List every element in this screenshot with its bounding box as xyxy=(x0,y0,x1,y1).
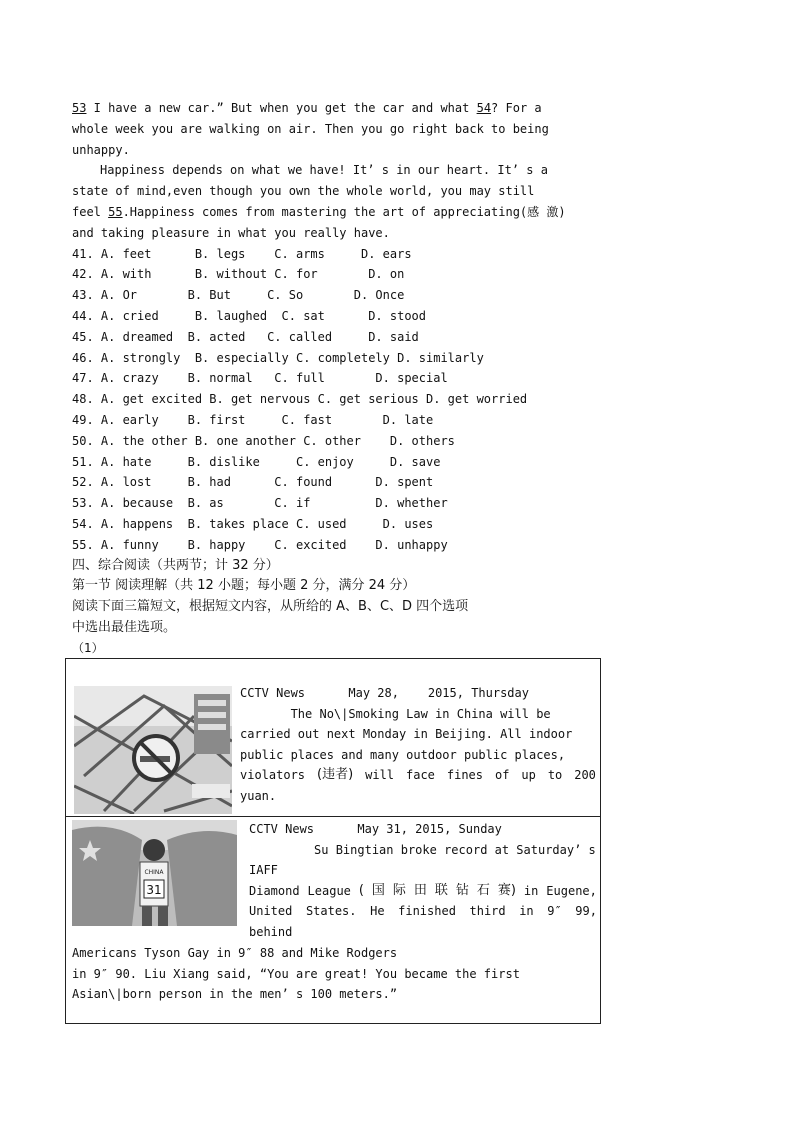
passage-line-5: state of mind,even though you own the whole world, you may still xyxy=(72,184,535,199)
option-row: 45. A. dreamed B. acted C. called D. said xyxy=(72,329,419,344)
news-body-line: IAFF xyxy=(249,863,278,877)
news-item-no-smoking xyxy=(240,683,596,806)
news-body-line: public places and many outdoor public places, xyxy=(240,747,566,762)
sprinter-with-flag-photo xyxy=(72,820,237,926)
svg-text:CHINA: CHINA xyxy=(144,869,164,876)
option-row: 47. A. crazy B. normal C. full D. special xyxy=(72,371,448,386)
blank-55: 55 xyxy=(108,204,123,219)
news-body-line: yuan. xyxy=(240,788,277,803)
option-row: 49. A. early B. first C. fast D. late xyxy=(72,412,434,427)
section-instruction-1: 阅读下面三篇短文，根据短文内容，从所给的 A、B、C、D 四个选项 xyxy=(72,599,469,615)
option-row: 54. A. happens B. takes place C. used D. uses xyxy=(72,516,434,531)
news-body-line: Asian\|born person in the men’ s 100 meters.” xyxy=(72,987,398,1001)
section-subtitle: 第一节 阅读理解（共 12 小题；每小题 2 分，满分 24 分） xyxy=(72,578,416,594)
passage-line-2: whole week you are walking on air. Then you go right back to being xyxy=(72,121,549,136)
options-list xyxy=(72,244,612,556)
news-body-line: behind xyxy=(249,924,293,939)
option-row: 46. A. strongly B. especially C. completely D. similarly xyxy=(72,350,484,365)
news-header: CCTV News May 31, 2015, Sunday xyxy=(249,822,502,836)
news-body-line: Americans Tyson Gay in 9″ 88 and Mike Rodgers xyxy=(72,946,398,960)
news-body-line: carried out next Monday in Beijing. All indoor xyxy=(240,727,573,741)
option-row: 41. A. feet B. legs C. arms D. ears xyxy=(72,246,412,261)
passage-number: （1） xyxy=(72,641,104,655)
passage-line-4: Happiness depends on what we have! It’ s in our heart. It’ s a xyxy=(100,163,548,178)
option-row: 53. A. because B. as C. if D. whether xyxy=(72,496,448,511)
news-body-line: The No\|Smoking Law in China will be xyxy=(240,706,551,721)
blank-54: 54 xyxy=(476,101,492,115)
news-item-su-bingtian-continued xyxy=(72,943,592,1005)
news-body-line: Diamond League ( 国 际 田 联 钻 石 赛) in Eugene, xyxy=(249,882,597,898)
option-row: 51. A. hate B. dislike C. enjoy D. save xyxy=(72,454,441,469)
option-row: 50. A. the other B. one another C. other D. others xyxy=(72,433,455,448)
section-title: 四、综合阅读（共两节；计 32 分） xyxy=(72,557,279,573)
option-row: 48. A. get excited B. get nervous C. get serious D. get worried xyxy=(72,392,528,407)
passage-line-1: 53 I have a new car.” But when you get the car and what 54? For a xyxy=(72,101,542,115)
news-divider xyxy=(66,816,600,817)
svg-text:31: 31 xyxy=(146,883,162,897)
option-row: 44. A. cried B. laughed C. sat D. stood xyxy=(72,308,427,323)
blank-53: 53 xyxy=(72,101,87,115)
passage-line-3: unhappy. xyxy=(72,142,130,157)
news-header: CCTV News May 28, 2015, Thursday xyxy=(240,686,529,700)
birds-nest-no-smoking-photo xyxy=(74,686,232,814)
passage-line-6: feel 55.Happiness comes from mastering the art of appreciating(感 激) xyxy=(72,204,566,219)
news-body-line: Su Bingtian broke record at Saturday’ s xyxy=(249,842,596,857)
option-row: 52. A. lost B. had C. found D. spent xyxy=(72,475,434,490)
news-body-line: violators (违者) will face fines of up to 200 xyxy=(240,767,596,782)
news-item-su-bingtian xyxy=(249,819,597,942)
news-box xyxy=(65,658,601,1024)
option-row: 42. A. with B. without C. for D. on xyxy=(72,267,405,282)
news-body-line: in 9″ 90. Liu Xiang said, “You are great! You became the first xyxy=(72,966,520,981)
option-row: 43. A. Or B. But C. So D. Once xyxy=(72,288,405,303)
passage xyxy=(72,98,612,639)
option-row: 55. A. funny B. happy C. excited D. unhappy xyxy=(72,537,448,552)
passage-line-7: and taking pleasure in what you really have. xyxy=(72,225,390,240)
section-instruction-2: 中选出最佳选项。 xyxy=(72,619,177,635)
news-body-line: United States. He finished third in 9″ 99, xyxy=(249,904,597,918)
